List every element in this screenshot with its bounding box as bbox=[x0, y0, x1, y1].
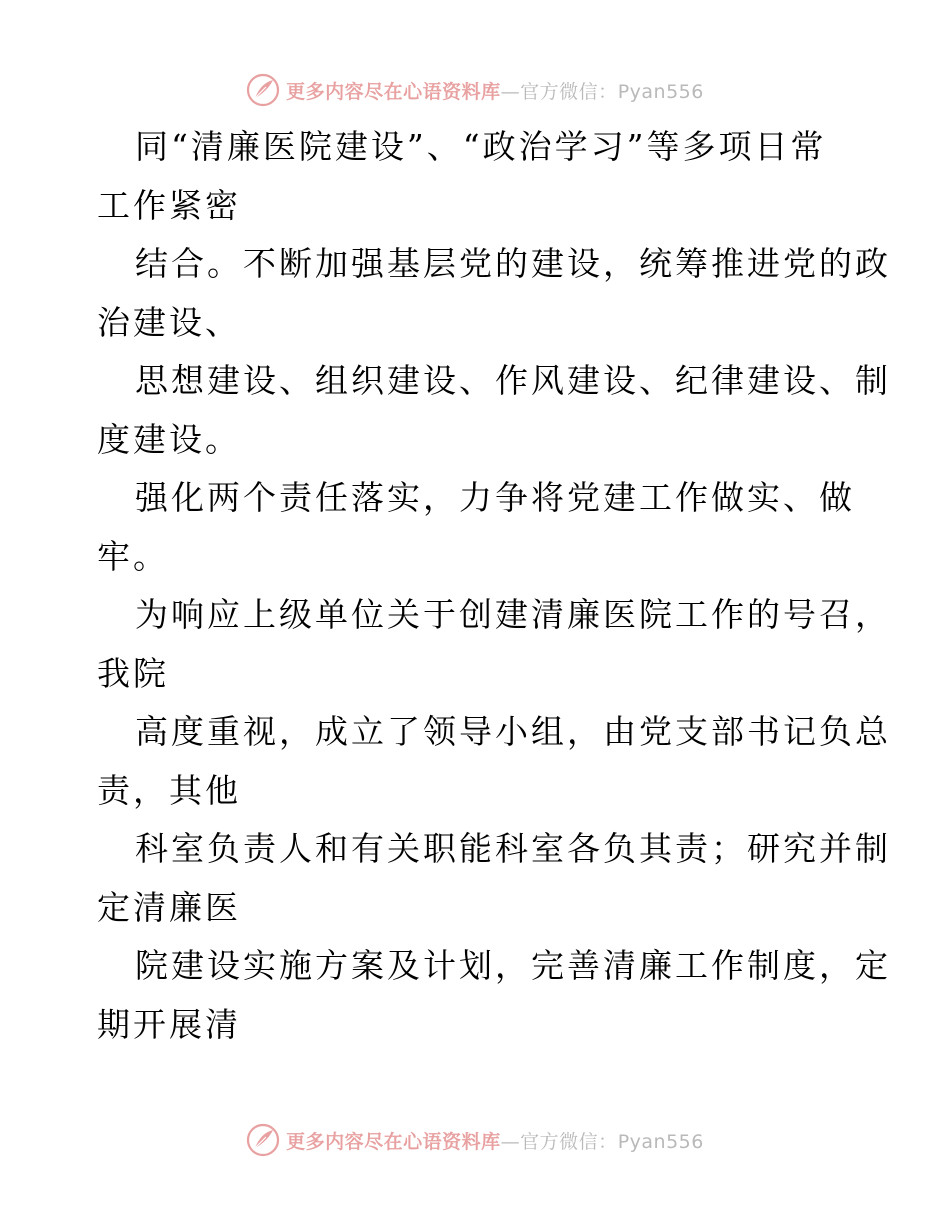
watermark-separator: — bbox=[500, 1130, 521, 1153]
text-line: 定清廉医 bbox=[97, 887, 241, 927]
document-body bbox=[97, 118, 891, 1054]
header-watermark bbox=[0, 70, 950, 110]
watermark-contact-text: 官方微信： bbox=[520, 80, 618, 103]
text-line: 同“清廉医院建设”、“政治学习”等多项日常 bbox=[135, 127, 827, 166]
watermark-text bbox=[286, 1127, 704, 1154]
watermark-account: Pyan556 bbox=[617, 80, 704, 103]
text-line: 为响应上级单位关于创建清廉医院工作的号召， bbox=[135, 595, 891, 634]
text-line: 工作紧密 bbox=[97, 185, 241, 225]
text-line: 治建设、 bbox=[97, 302, 241, 342]
text-line: 期开展清 bbox=[97, 1004, 241, 1044]
watermark-main-text: 更多内容尽在心语资料库 bbox=[286, 1130, 501, 1153]
text-line: 度建设。 bbox=[97, 419, 241, 459]
text-line: 责，其他 bbox=[97, 770, 241, 810]
text-line: 院建设实施方案及计划，完善清廉工作制度，定 bbox=[135, 946, 891, 985]
text-line: 高度重视，成立了领导小组，由党支部书记负总 bbox=[135, 712, 891, 751]
text-line: 牢。 bbox=[97, 536, 169, 576]
watermark-text bbox=[286, 77, 704, 104]
footer-watermark bbox=[0, 1120, 950, 1160]
text-line: 我院 bbox=[97, 653, 169, 693]
text-line: 思想建设、组织建设、作风建设、纪律建设、制 bbox=[135, 361, 891, 400]
watermark-separator: — bbox=[500, 80, 521, 103]
feather-pen-logo-icon bbox=[246, 73, 280, 107]
watermark-contact-text: 官方微信： bbox=[520, 1130, 618, 1153]
text-line: 强化两个责任落实，力争将党建工作做实、做 bbox=[135, 478, 855, 517]
text-line: 结合。不断加强基层党的建设，统筹推进党的政 bbox=[135, 244, 891, 283]
watermark-main-text: 更多内容尽在心语资料库 bbox=[286, 80, 501, 103]
watermark-account: Pyan556 bbox=[617, 1130, 704, 1153]
feather-pen-logo-icon bbox=[246, 1123, 280, 1157]
text-line: 科室负责人和有关职能科室各负其责；研究并制 bbox=[135, 829, 891, 868]
